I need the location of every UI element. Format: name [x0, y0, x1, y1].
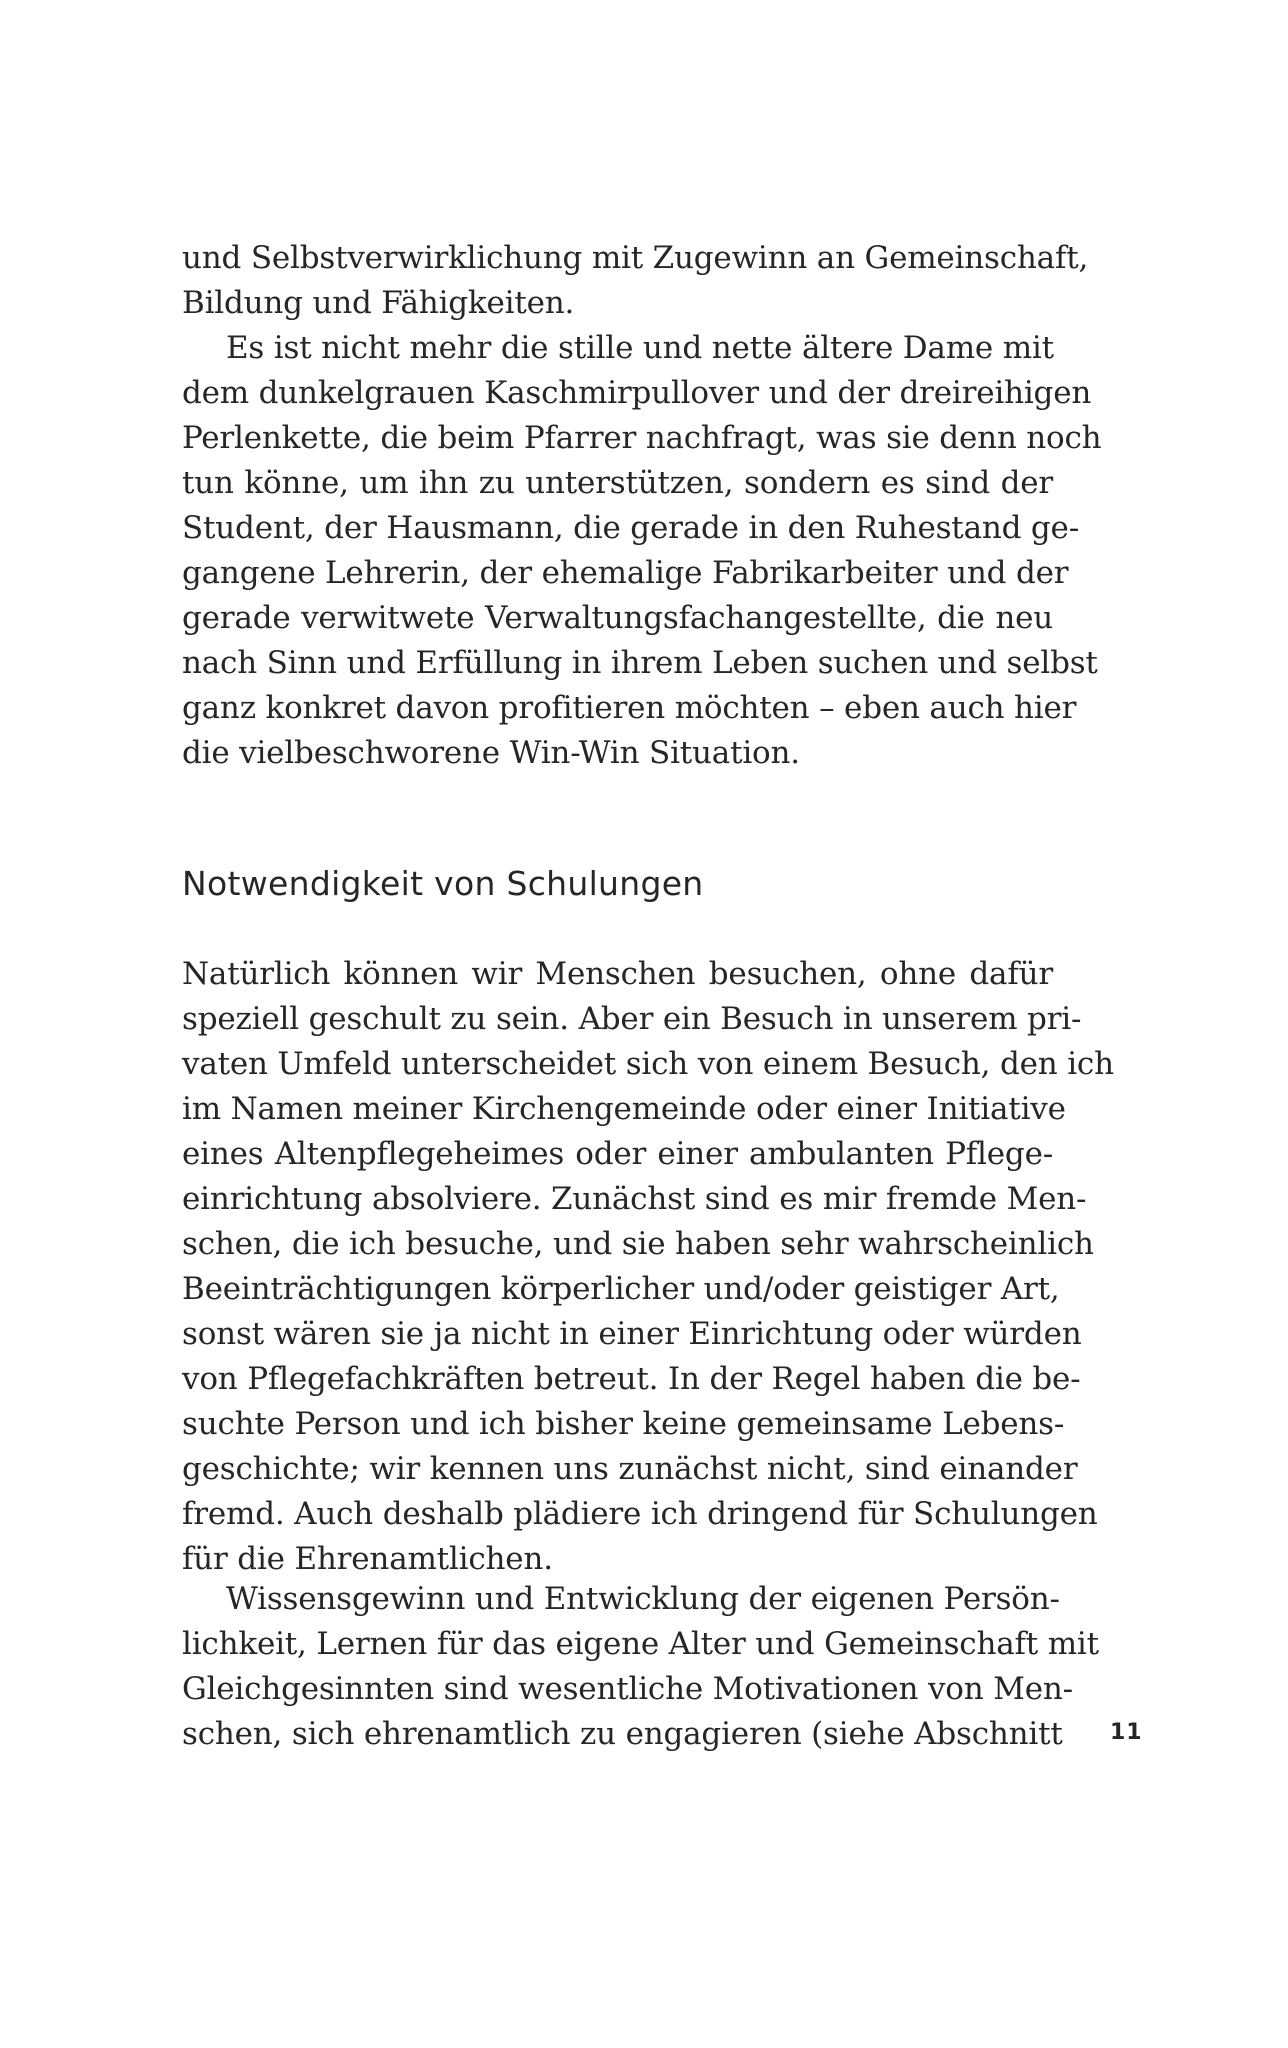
- paragraph: [182, 1577, 1099, 1757]
- text-line: im Namen meiner Kirchengemeinde oder einer Initiative: [182, 1091, 1066, 1127]
- text-line: Gleichgesinnten sind wesentliche Motivationen von Men-: [182, 1671, 1073, 1707]
- text-line: speziell geschult zu sein. Aber ein Besuch in unserem pri-: [182, 1001, 1082, 1037]
- text-line: für die Ehrenamtlichen.: [182, 1541, 553, 1577]
- text-line: vaten Umfeld unterscheidet sich von einem Besuch, den ich: [182, 1046, 1114, 1082]
- text-line: Bildung und Fähigkeiten.: [182, 285, 575, 321]
- paragraph: [182, 952, 1114, 1582]
- text-line: schen, sich ehrenamtlich zu engagieren (siehe Abschnitt: [182, 1716, 1063, 1752]
- text-line: die vielbeschworene Win-Win Situation.: [182, 735, 800, 771]
- text-line: suchte Person und ich bisher keine gemeinsame Lebens-: [182, 1406, 1065, 1442]
- paragraph-continuation: [182, 236, 1089, 326]
- text-line: und Selbstverwirklichung mit Zugewinn an Gemeinschaft,: [182, 240, 1089, 276]
- text-line: fremd. Auch deshalb plädiere ich dringend für Schulungen: [182, 1496, 1098, 1532]
- text-line: ganz konkret davon profitieren möchten – eben auch hier: [182, 690, 1077, 726]
- text-line: eines Altenpflegeheimes oder einer ambulanten Pflege-: [182, 1136, 1053, 1172]
- text-line: gangene Lehrerin, der ehemalige Fabrikarbeiter und der: [182, 555, 1069, 591]
- paragraph: [182, 326, 1102, 776]
- text-line: einrichtung absolviere. Zunächst sind es mir fremde Men-: [182, 1181, 1087, 1217]
- text-line: Es ist nicht mehr die stille und nette ältere Dame mit: [226, 330, 1054, 366]
- text-line: dem dunkelgrauen Kaschmirpullover und der dreireihigen: [182, 375, 1092, 411]
- page-number: 11: [1110, 1720, 1143, 1745]
- text-line: Natürlich können wir Menschen besuchen, ohne dafür: [182, 956, 1053, 992]
- text-line: tun könne, um ihn zu unterstützen, sondern es sind der: [182, 465, 1053, 501]
- text-line: gerade verwitwete Verwaltungsfachangestellte, die neu: [182, 600, 1053, 636]
- text-line: Wissensgewinn und Entwicklung der eigenen Persön-: [226, 1581, 1060, 1617]
- section-heading: Notwendigkeit von Schulungen: [182, 864, 704, 903]
- text-line: von Pflegefachkräften betreut. In der Regel haben die be-: [182, 1361, 1081, 1397]
- text-line: nach Sinn und Erfüllung in ihrem Leben suchen und selbst: [182, 645, 1098, 681]
- text-line: geschichte; wir kennen uns zunächst nicht, sind einander: [182, 1451, 1078, 1487]
- text-line: Student, der Hausmann, die gerade in den Ruhestand ge-: [182, 510, 1079, 546]
- text-line: schen, die ich besuche, und sie haben sehr wahrscheinlich: [182, 1226, 1094, 1262]
- text-line: lichkeit, Lernen für das eigene Alter und Gemeinschaft mit: [182, 1626, 1099, 1662]
- text-line: Beeinträchtigungen körperlicher und/oder geistiger Art,: [182, 1271, 1060, 1307]
- text-line: sonst wären sie ja nicht in einer Einrichtung oder würden: [182, 1316, 1082, 1352]
- text-line: Perlenkette, die beim Pfarrer nachfragt, was sie denn noch: [182, 420, 1102, 456]
